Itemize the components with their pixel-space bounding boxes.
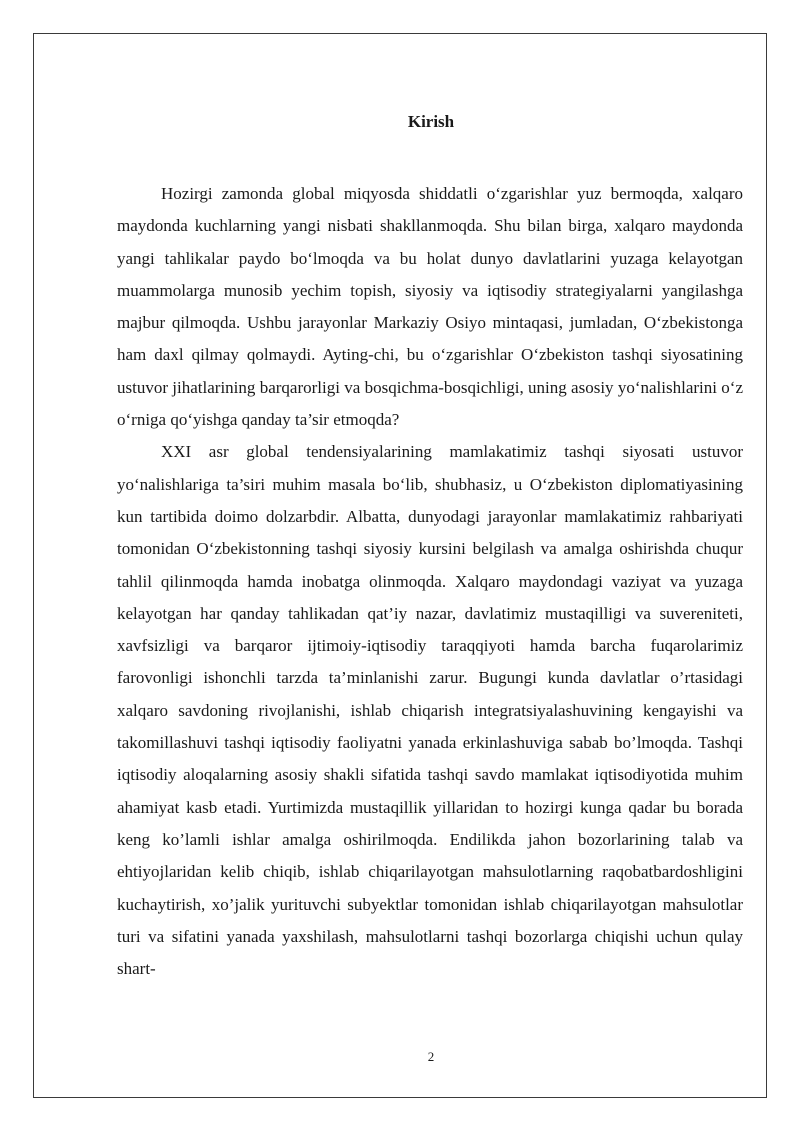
page-number: 2 — [427, 1049, 435, 1064]
paragraph-1: Hozirgi zamonda global miqyosda shiddatli o‘zgarishlar yuz bermoqda, xalqaro maydonda kuchlarning yangi nisbati shakllanmoqda. Shu bilan birga, xalqaro maydonda yangi tahlikalar paydo bo‘lmoqda va bu holat dunyo davlatlarini yuzaga kelayotgan muammolarga munosib yechim topish, siyosiy va iqtisodiy strategiyalarni yangilashga majbur qilmoqda. Ushbu jarayonlar Markaziy Osiyo mintaqasi, jumladan, O‘zbekistonga ham daxl qilmay qolmaydi. Ayting-chi, bu o‘zgarishlar O‘zbekiston tashqi siyosatining ustuvor jihatlarining barqarorligi va bosqichma-bosqichligi, uning asosiy yo‘nalishlarini o‘z o‘rniga qo‘yishga qanday ta’sir etmoqda? — [117, 184, 743, 430]
paragraph-2: XXI asr global tendensiyalarining mamlakatimiz tashqi siyosati ustuvor yo‘nalishlariga ta’siri muhim masala bo‘lib, shubhasiz, u O‘zbekiston diplomatiyasining kun tartibida doimo dolzarbdir. Albatta, dunyodagi jarayonlar mamlakatimiz rahbariyati tomonidan O‘zbekistonning tashqi siyosiy kursini belgilash va amalga oshirishda chuqur tahlil qilinmoqda hamda inobatga olinmoqda. Xalqaro maydondagi vaziyat va yuzaga kelayotgan har qanday tahlikadan qat’iy nazar, davlatimiz mustaqilligi va suvereniteti, xavfsizligi va barqaror ijtimoiy-iqtisodiy taraqqiyoti hamda barcha fuqarolarimiz farovonligi ishonchli tarzda ta’minlanishi zarur. Bugungi kunda davlatlar o’rtasidagi xalqaro savdoning rivojlanishi, ishlab chiqarish integratsiyalashuvining kengayishi va takomillashuvi tashqi iqtisodiy faoliyatni yanada erkinlashuviga sabab bo’lmoqda. Tashqi iqtisodiy aloqalarning asosiy shakli sifatida tashqi savdo mamlakat iqtisodiyotida muhim ahamiyat kasb etadi. Yurtimizda mustaqillik yillaridan to hozirgi kunga qadar bu borada keng ko’lamli ishlar amalga oshirilmoqda. Endilikda jahon bozorlarining talab va ehtiyojlaridan kelib chiqib, ishlab chiqarilayotgan mahsulotlarning raqobatbardoshligini kuchaytirish, xo’jalik yurituvchi subyektlar tomonidan ishlab chiqarilayotgan mahsulotlar turi va sifatini yanada yaxshilash, mahsulotlarni tashqi bozorlarga chiqishi uchun qulay shart- — [117, 442, 743, 979]
section-title: Kirish — [407, 112, 455, 131]
document-body — [117, 178, 743, 985]
